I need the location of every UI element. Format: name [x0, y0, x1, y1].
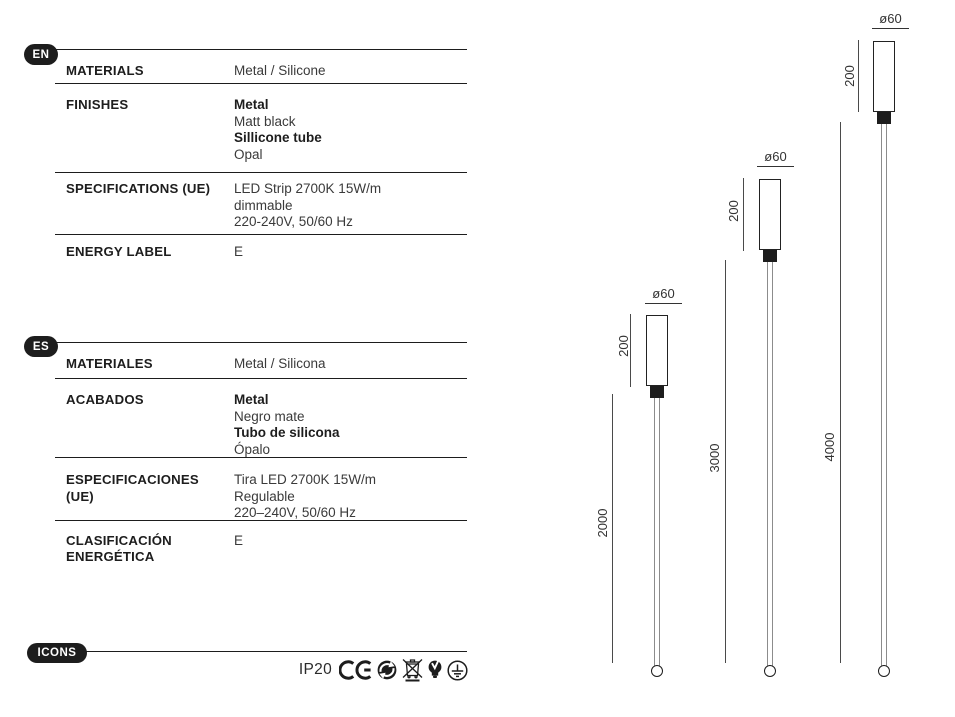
- weee-crossed-bin-icon: [402, 658, 423, 682]
- spec-label: [55, 521, 234, 570]
- shade-dimension-line: [858, 40, 859, 112]
- spec-table-en: [55, 49, 467, 281]
- language-tag-en: EN: [24, 44, 58, 65]
- total-dimension-label: 2000: [594, 508, 610, 538]
- lamp-connector: [650, 386, 664, 398]
- finish-tube-title: Tubo de silicona: [234, 425, 340, 440]
- table-row: [55, 83, 467, 172]
- spec-line: Tira LED 2700K 15W/m: [234, 472, 377, 487]
- table-row: [55, 342, 467, 378]
- lamp-shade-cylinder: [873, 41, 895, 112]
- spec-value: E: [234, 532, 244, 548]
- table-row: [55, 49, 467, 84]
- lamp-tube: [654, 398, 660, 666]
- language-tag-es: ES: [24, 336, 58, 357]
- spec-line: 220-240V, 50/60 Hz: [234, 214, 353, 229]
- protective-earth-icon: [447, 660, 468, 681]
- table-row: [55, 520, 467, 570]
- spec-label-line1: CLASIFICACIÓN: [66, 532, 172, 548]
- diameter-dimension-label: ø60: [872, 11, 909, 29]
- icons-section-tag: ICONS: [27, 643, 87, 663]
- diameter-dimension-label: ø60: [645, 286, 682, 304]
- diameter-dimension-label: ø60: [757, 149, 794, 167]
- total-dimension-label: 3000: [706, 443, 722, 473]
- spec-line: Regulable: [234, 488, 295, 504]
- green-dot-recycling-icon: [377, 660, 397, 680]
- spec-label: MATERIALES: [66, 356, 153, 371]
- shade-dimension-label: 200: [841, 65, 857, 87]
- lamp-end-cap: [651, 665, 664, 678]
- spec-label: [55, 458, 234, 522]
- spec-line: dimmable: [234, 197, 293, 213]
- lamp-tube: [767, 262, 773, 666]
- finish-tube-title: Sillicone tube: [234, 130, 322, 145]
- total-dimension-label: 4000: [821, 432, 837, 462]
- ip-rating-label: IP20: [298, 661, 332, 678]
- table-row: [55, 378, 467, 457]
- spec-label: FINISHES: [66, 97, 129, 112]
- spec-label: ENERGY LABEL: [66, 244, 172, 259]
- certification-icons-bar: [300, 656, 468, 684]
- finish-material-title: Metal: [234, 392, 269, 407]
- lamp-shade-cylinder: [759, 179, 781, 250]
- table-row: [55, 457, 467, 520]
- spec-label: MATERIALS: [66, 62, 144, 78]
- icons-section-rule: [84, 651, 467, 653]
- spec-table-es: [55, 342, 467, 570]
- lamp-connector: [763, 250, 777, 262]
- shade-dimension-label: 200: [725, 200, 741, 222]
- spec-label-line2: (UE): [66, 488, 94, 504]
- finish-tube-value: Opal: [234, 146, 263, 162]
- spec-label: ACABADOS: [66, 392, 144, 407]
- finish-material-title: Metal: [234, 97, 269, 112]
- spec-label: SPECIFICATIONS (UE): [66, 181, 211, 196]
- finish-tube-value: Ópalo: [234, 441, 271, 457]
- replaceable-bulb-icon: [428, 660, 442, 680]
- spec-label-line1: ESPECIFICACIONES: [66, 472, 199, 487]
- shade-dimension-line: [743, 178, 744, 251]
- spec-value: [234, 173, 467, 234]
- table-row: [55, 172, 467, 234]
- lamp-shade-cylinder: [646, 315, 668, 386]
- spec-value: [234, 458, 467, 522]
- finish-material-value: Matt black: [234, 113, 296, 129]
- lamp-tube: [881, 124, 887, 666]
- spec-value: [234, 84, 467, 172]
- spec-value: Metal / Silicone: [234, 62, 326, 78]
- spec-value: Metal / Silicona: [234, 356, 326, 371]
- lamp-end-cap: [764, 665, 777, 678]
- finish-material-value: Negro mate: [234, 408, 305, 424]
- spec-line: 220–240V, 50/60 Hz: [234, 505, 356, 520]
- total-dimension-line: [725, 260, 726, 663]
- spec-value: E: [234, 244, 244, 259]
- spec-label-line2: ENERGÉTICA: [66, 549, 155, 564]
- spec-line: LED Strip 2700K 15W/m: [234, 181, 382, 196]
- ce-mark-icon: [339, 660, 372, 680]
- table-row: [55, 234, 467, 280]
- spec-value: [234, 379, 467, 458]
- shade-dimension-label: 200: [615, 335, 631, 357]
- total-dimension-line: [840, 122, 841, 663]
- lamp-end-cap: [878, 665, 891, 678]
- total-dimension-line: [612, 394, 613, 663]
- lamp-connector: [877, 112, 891, 124]
